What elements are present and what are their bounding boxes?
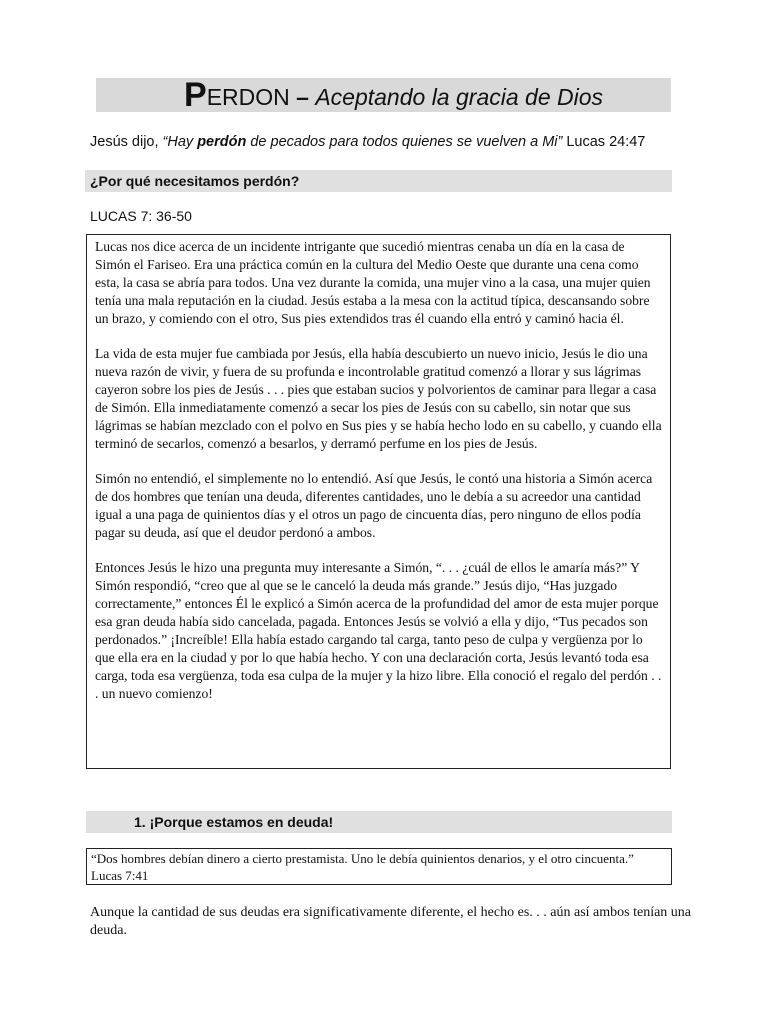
quote-bold-word: perdón <box>197 134 247 150</box>
story-paragraph: Simón no entendió, el simplemente no lo entendió. Así que Jesús, le contó una historia a Simón acerca de dos hombres que tenían una deuda, diferentes cantidades, uno le debía a su acreedor una cantidad igual a una paga de quinientos días y el otros un pago de cincuenta días, pero ninguno de ellos podía pagar su deuda, así que el deudor perdonó a ambos. <box>95 471 653 540</box>
title-first-letter: P <box>184 76 207 114</box>
title-subtitle: Aceptando la gracia de Dios <box>315 84 604 110</box>
story-paragraph: Entonces Jesús le hizo una pregunta muy interesante a Simón, “. . . ¿cuál de ellos le amaría más?” Y Simón respondió, “creo que al que se le canceló la deuda más grande.” Jesús dijo, “Has juzgado correctamente,” entonces Él le explicó a Simón acerca de la profundidad del amor de esta mujer porque esa gran deuda había sido cancelada, pagada. Entonces Jesús se volvió a ella y dijo, “Tus pecados son perdonados.” ¡Increíble! Ella había estado cargando tal carga, tanto peso de culpa y vergüenza por lo que ella era en la ciudad y por lo que había hecho. Y con una declaración corta, Jesús levantó toda esa carga, toda esa vergüenza, toda esa culpa de la mujer y la hizo libre. Ella conoció el regalo del perdón . . . un nuevo comienzo! <box>95 560 662 701</box>
quote-reference: Lucas 24:47 <box>562 134 646 150</box>
quote-part-1: “Hay <box>162 134 198 150</box>
page-title <box>184 78 603 118</box>
verse-box: “Dos hombres debían dinero a cierto prestamista. Uno le debía quinientos denarios, y el otro cincuenta.” Lucas 7:41 <box>86 848 672 885</box>
title-bar <box>96 78 671 112</box>
story-box <box>86 234 671 769</box>
point-1-text: Aunque la cantidad de sus deudas era significativamente diferente, el hecho es. . . aún así ambos tenían una deuda. <box>90 905 692 938</box>
quote-part-2: de pecados para todos quienes se vuelven a Mi” <box>246 134 563 150</box>
story-paragraph: Lucas nos dice acerca de un incidente intrigante que sucedió mientras cenaba un día en la casa de Simón el Fariseo. Era una práctica común en la cultura del Medio Oeste que durante una cena como esta, la casa se abría para todos. Una vez durante la comida, una mujer vino a la casa, una mujer quien tenía una mala reputación en la ciudad. Jesús estaba a la mesa con la actitud típica, descansando sobre un brazo, y comiendo con el otro, Sus pies extendidos tras él cuando ella entró y caminó hacia él. <box>95 239 651 326</box>
point-1-heading: 1. ¡Porque estamos en deuda! <box>86 811 672 833</box>
passage-reference: LUCAS 7: 36-50 <box>90 208 192 224</box>
story-paragraph: La vida de esta mujer fue cambiada por Jesús, ella había descubierto un nuevo inicio, Jesús le dio una nueva razón de vivir, y fuera de su profunda e incontrolable gratitud comenzó a llorar y sus lágrimas cayeron sobre los pies de Jesús . . . pies que estaban sucios y polvorientos de caminar para llegar a casa de Simón. Ella inmediatamente comenzó a secar los pies de Jesús con su cabello, sin notar que sus lágrimas se habían mezclado con el polvo en Sus pies y se había hecho lodo en su cabello, y cuando ella terminó de secarlos, comenzó a besarlos, y derramó perfume en los pies de Jesús. <box>95 346 662 451</box>
opening-quote <box>90 134 690 150</box>
title-word: ERDON <box>206 84 290 110</box>
title-dash: – <box>289 84 316 110</box>
quote-prefix: Jesús dijo, <box>90 134 163 150</box>
section-heading: ¿Por qué necesitamos perdón? <box>85 170 672 192</box>
